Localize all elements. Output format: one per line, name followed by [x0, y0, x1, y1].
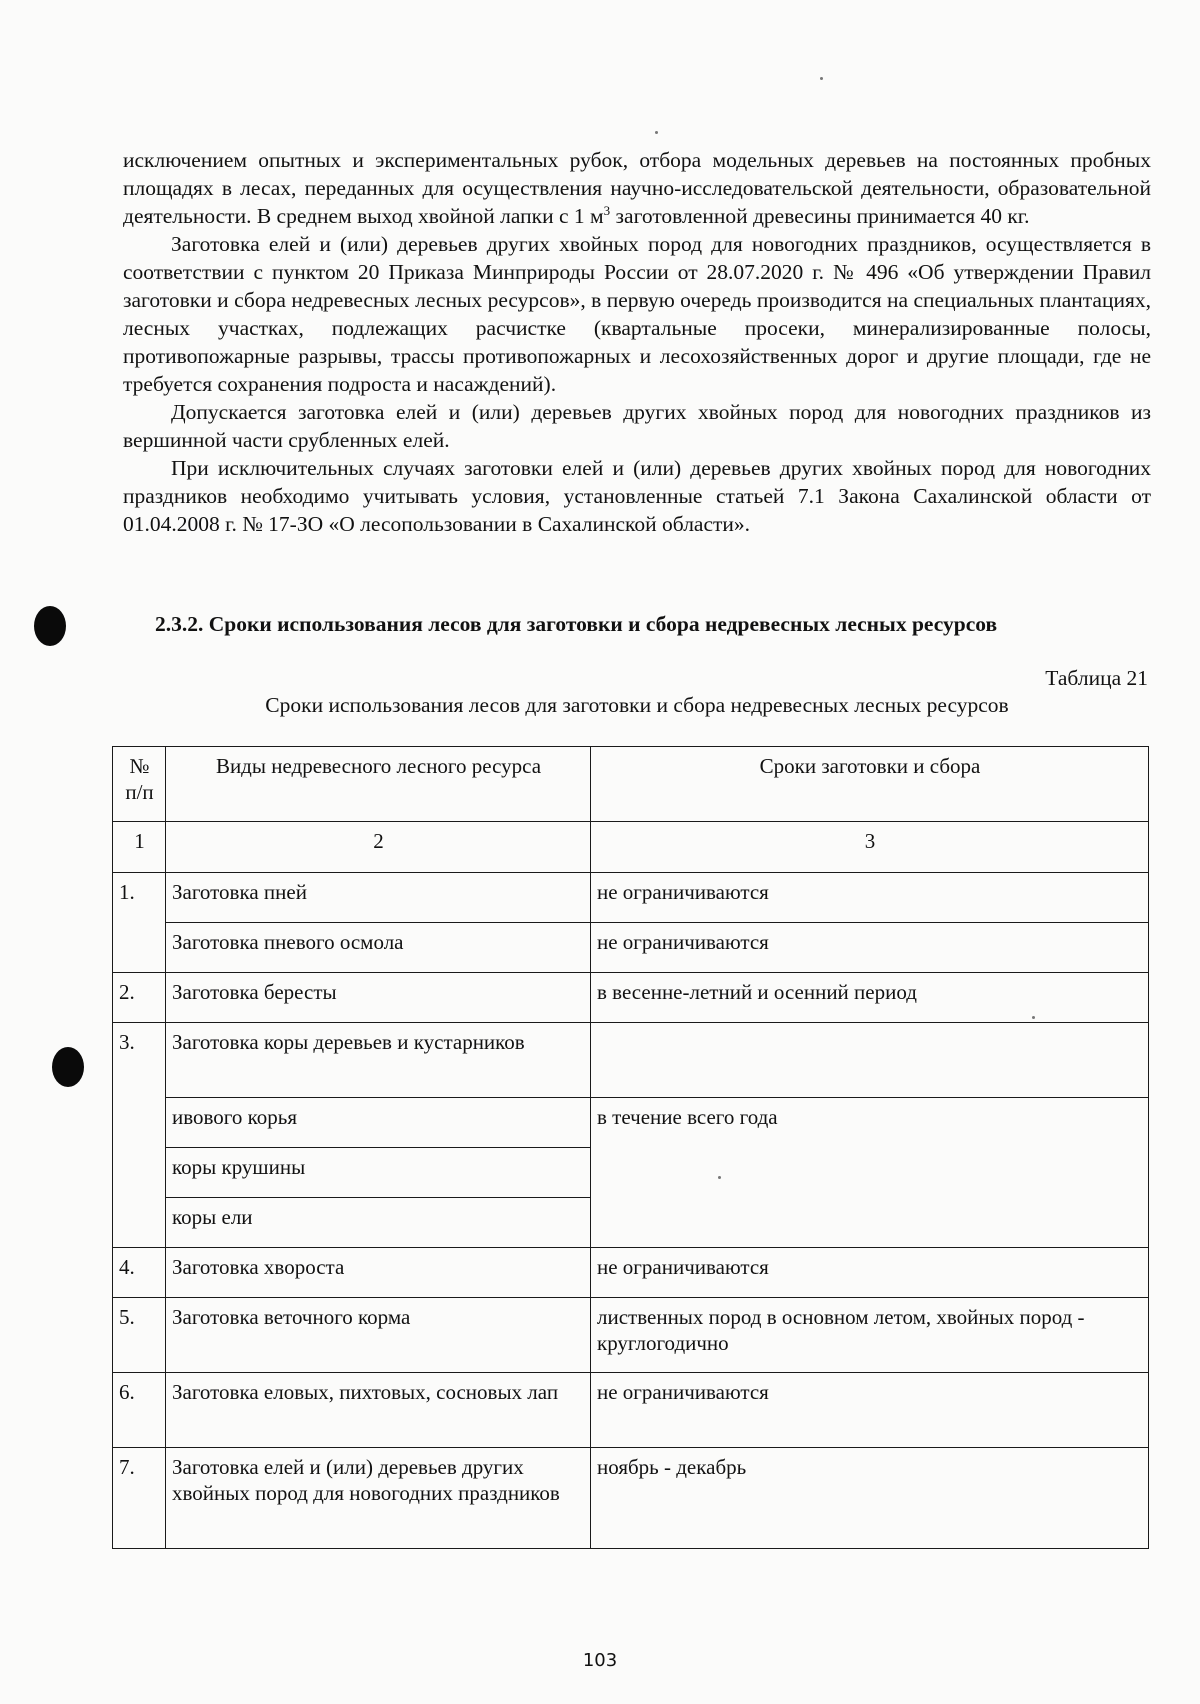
row-number-cell: 5. — [113, 1298, 166, 1373]
row-number-cell: 1. — [113, 873, 166, 973]
period-cell: не ограничиваются — [591, 1248, 1149, 1298]
resources-table — [112, 746, 1149, 1549]
column-number-cell: 2 — [166, 822, 591, 873]
row-number-cell: 4. — [113, 1248, 166, 1298]
period-cell: в течение всего года — [591, 1098, 1149, 1248]
row-number-cell: 3. — [113, 1023, 166, 1248]
resource-cell: Заготовка веточного корма — [166, 1298, 591, 1373]
resource-cell: Заготовка еловых, пихтовых, сосновых лап — [166, 1373, 591, 1448]
period-cell: не ограничиваются — [591, 1373, 1149, 1448]
scan-speck — [820, 77, 823, 80]
period-cell: не ограничиваются — [591, 923, 1149, 973]
table-row — [113, 873, 1149, 923]
column-number-row — [113, 822, 1149, 873]
resource-cell: Заготовка елей и (или) деревьев других хвойных пород для новогодних праздников — [166, 1448, 591, 1549]
row-number-cell: 7. — [113, 1448, 166, 1549]
punch-hole-mark — [34, 606, 66, 646]
page-number: 103 — [582, 1650, 618, 1671]
header-cell: Виды недревесного лесного ресурса — [166, 747, 591, 822]
header-cell: № п/п — [113, 747, 166, 822]
period-cell — [591, 1023, 1149, 1098]
column-number-cell: 3 — [591, 822, 1149, 873]
row-number-cell: 2. — [113, 973, 166, 1023]
period-cell: не ограничиваются — [591, 873, 1149, 923]
paragraph: исключением опытных и экспериментальных рубок, отбора модельных деревьев на постоянных пробных площадях в лесах, переданных для осуществления научно-исследовательской деятельности, образовательной деятельности. В среднем выход хвойной лапки с 1 $м^3$ заготовленной древесины принимается 40 кг. — [123, 148, 1151, 228]
resource-cell: ивового корья — [166, 1098, 591, 1148]
body-text — [123, 146, 1151, 538]
column-number-cell: 1 — [113, 822, 166, 873]
table-row — [113, 1248, 1149, 1298]
scan-speck — [655, 131, 658, 134]
resource-cell: Заготовка хвороста — [166, 1248, 591, 1298]
resource-cell: Заготовка пневого осмола — [166, 923, 591, 973]
paragraph: Заготовка елей и (или) деревьев других хвойных пород для новогодних праздников, осуществляется в соответствии с пунктом 20 Приказа Минприроды России от 28.07.2020 г. № 496 «Об утверждении Правил заготовки и сбора недревесных лесных ресурсов», в первую очередь производится на специальных плантациях, лесных участках, подлежащих расчистке (квартальные просеки, минерализированные полосы, противопожарные разрывы, трассы противопожарных и лесохозяйственных дорог и другие площади, где не требуется сохранения подроста и насаждений). — [123, 232, 1151, 396]
resource-cell: Заготовка бересты — [166, 973, 591, 1023]
table-row — [113, 1298, 1149, 1373]
header-cell: Сроки заготовки и сбора — [591, 747, 1149, 822]
paragraph: При исключительных случаях заготовки елей и (или) деревьев других хвойных пород для новогодних праздников необходимо учитывать условия, установленные статьей 7.1 Закона Сахалинской области от 01.04.2008 г. № 17-ЗО «О лесопользовании в Сахалинской области». — [123, 456, 1151, 536]
paragraph: Допускается заготовка елей и (или) деревьев других хвойных пород для новогодних праздников из вершинной части срубленных елей. — [123, 400, 1151, 452]
table-row — [113, 1098, 1149, 1148]
table-row — [113, 1373, 1149, 1448]
table-row — [113, 923, 1149, 973]
table-row — [113, 973, 1149, 1023]
row-number-cell: 6. — [113, 1373, 166, 1448]
punch-hole-mark — [52, 1047, 84, 1087]
table-row — [113, 1448, 1149, 1549]
section-heading: 2.3.2. Сроки использования лесов для заготовки и сбора недревесных лесных ресурсов — [155, 612, 998, 636]
table-header-row — [113, 747, 1149, 822]
period-cell: ноябрь - декабрь — [591, 1448, 1149, 1549]
table-caption: Сроки использования лесов для заготовки и сбора недревесных лесных ресурсов — [265, 693, 1009, 717]
table-label: Таблица 21 — [1045, 666, 1148, 690]
resource-cell: Заготовка пней — [166, 873, 591, 923]
resource-cell: Заготовка коры деревьев и кустарников — [166, 1023, 591, 1098]
resource-cell: коры крушины — [166, 1148, 591, 1198]
period-cell: в весенне-летний и осенний период — [591, 973, 1149, 1023]
resource-cell: коры ели — [166, 1198, 591, 1248]
table-row — [113, 1023, 1149, 1098]
period-cell: лиственных пород в основном летом, хвойных пород - круглогодично — [591, 1298, 1149, 1373]
